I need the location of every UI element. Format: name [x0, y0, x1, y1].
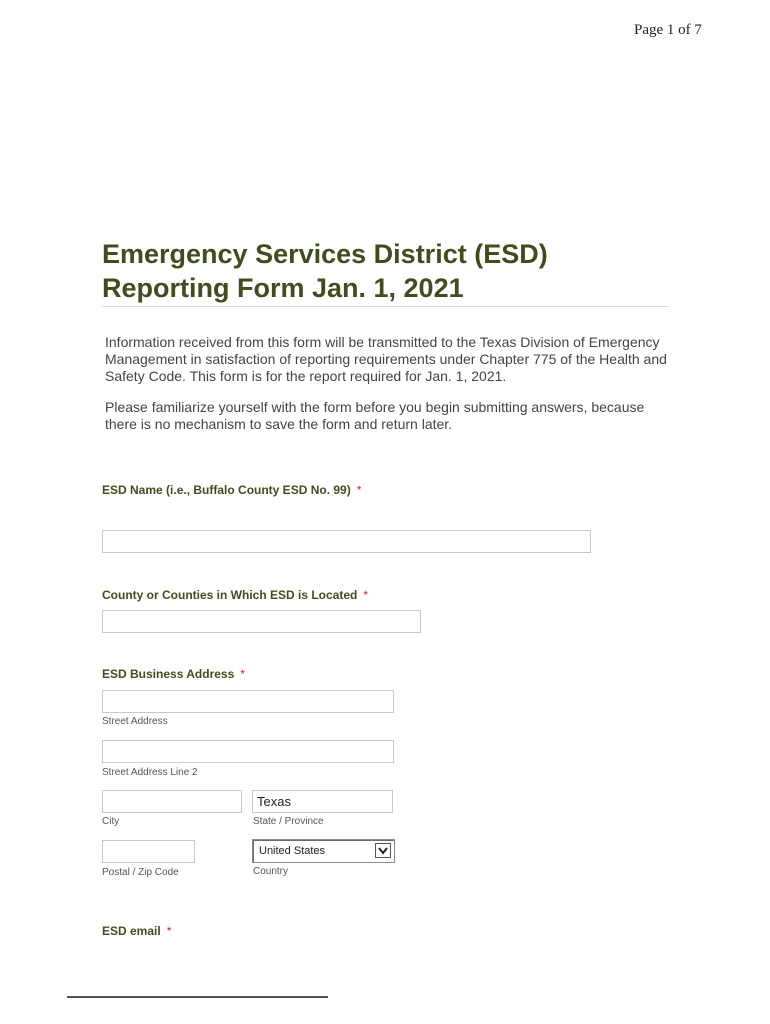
street-address-input[interactable] — [102, 690, 394, 713]
esd-email-label-text: ESD email — [102, 924, 161, 938]
chevron-down-icon[interactable] — [375, 843, 391, 858]
business-address-label — [102, 667, 245, 681]
country-select[interactable] — [252, 839, 395, 863]
postal-code-input[interactable] — [102, 840, 195, 863]
required-asterisk: * — [363, 588, 369, 602]
form-title — [102, 237, 669, 307]
street-address-caption: Street Address — [102, 716, 168, 727]
country-caption: Country — [253, 866, 289, 877]
county-input[interactable] — [102, 610, 421, 633]
business-address-label-text: ESD Business Address — [102, 667, 235, 681]
page-number: Page 1 of 7 — [634, 22, 702, 38]
county-label-text: County or Counties in Which ESD is Located — [102, 588, 358, 602]
esd-name-input[interactable] — [102, 530, 591, 553]
form-title-line-1: Emergency Services District (ESD) — [102, 239, 548, 269]
country-selected-value: United States — [259, 845, 326, 857]
required-asterisk: * — [166, 924, 172, 938]
footer-rule — [67, 996, 328, 998]
form-title-line-2: Reporting Form Jan. 1, 2021 — [102, 273, 464, 303]
street-address-line2-caption: Street Address Line 2 — [102, 767, 198, 778]
esd-name-label-text: ESD Name (i.e., Buffalo County ESD No. 99) — [102, 483, 351, 497]
state-caption: State / Province — [253, 816, 324, 827]
street-address-line2-input[interactable] — [102, 740, 394, 763]
esd-name-label — [102, 483, 361, 497]
state-input[interactable] — [252, 790, 393, 813]
intro-paragraph: Information received from this form will be transmitted to the Texas Division of Emergency Management in satisfaction of reporting requirements under Chapter 775 of the Health and Safety Code. This form is for the report required for Jan. 1, 2021. — [105, 334, 667, 384]
required-asterisk: * — [356, 483, 362, 497]
city-input[interactable] — [102, 790, 242, 813]
notice-paragraph: Please familiarize yourself with the form before you begin submitting answers, because there is no mechanism to save the form and return later. — [105, 399, 645, 432]
postal-code-caption: Postal / Zip Code — [102, 867, 179, 878]
city-caption: City — [102, 816, 120, 827]
required-asterisk: * — [240, 667, 245, 681]
esd-email-label — [102, 924, 171, 938]
county-label — [102, 588, 368, 602]
